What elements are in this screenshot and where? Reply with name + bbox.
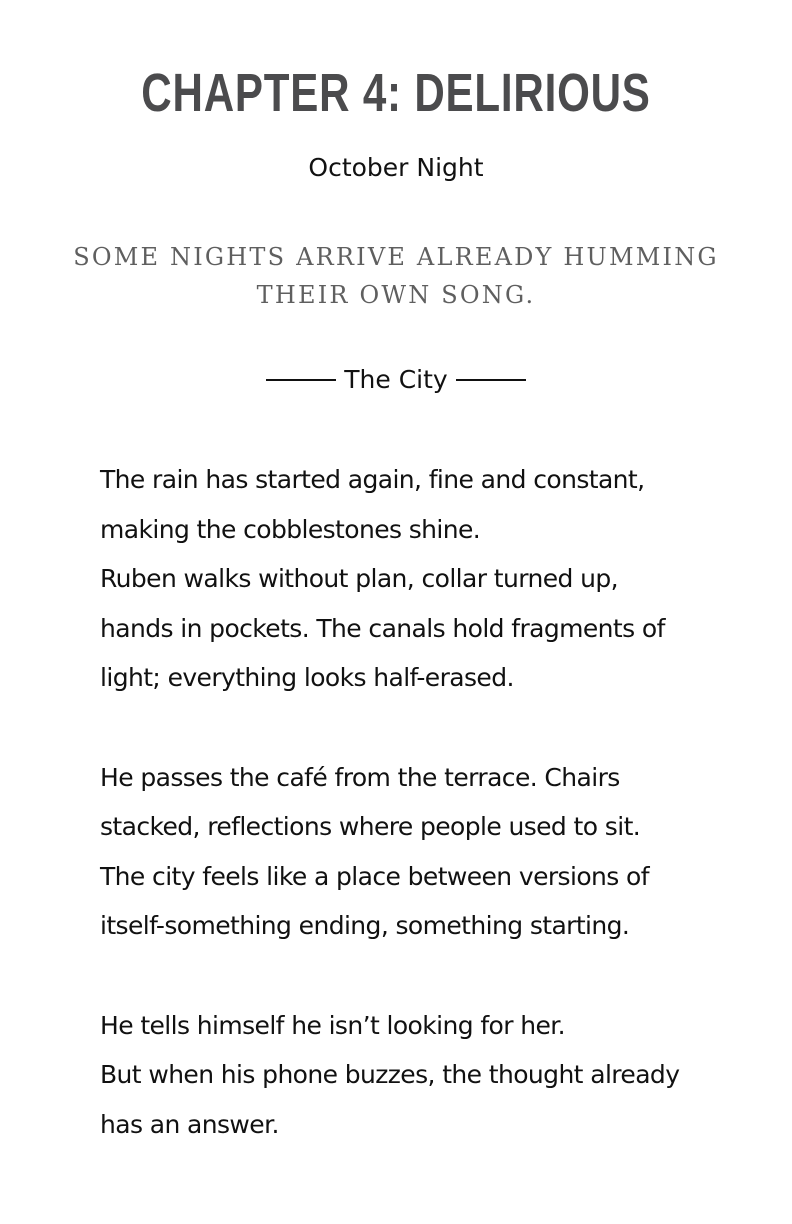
text-line: He passes the café from the terrace. Chairs: [100, 762, 620, 792]
text-line: itself-something ending, something starting.: [100, 911, 630, 941]
text-line: stacked, reflections where people used to sit.: [100, 812, 641, 842]
text-line: hands in pockets. The canals hold fragments of: [100, 613, 665, 643]
text-line: making the cobblestones shine.: [100, 514, 481, 544]
right-rule-divider: [456, 379, 526, 381]
chapter-body: [100, 455, 740, 1199]
chapter-epigraph: SOME NIGHTS ARRIVE ALREADY HUMMING THEIR OWN SONG.: [73, 243, 719, 309]
text-line: But when his phone buzzes, the thought already: [100, 1060, 680, 1090]
paragraph: [100, 1001, 740, 1150]
text-line: The city feels like a place between versions of: [100, 861, 649, 891]
section-heading: [0, 362, 792, 398]
left-rule-divider: [266, 379, 336, 381]
chapter-title: CHAPTER 4: DELIRIOUS: [141, 63, 651, 123]
paragraph: [100, 455, 740, 703]
section-heading-label: The City: [344, 365, 448, 394]
text-line: Ruben walks without plan, collar turned up,: [100, 564, 618, 594]
text-line: The rain has started again, fine and constant,: [100, 465, 645, 494]
text-line: He tells himself he isn’t looking for her.: [100, 1010, 565, 1040]
chapter-subtitle: October Night: [308, 153, 484, 182]
text-line: has an answer.: [100, 1109, 279, 1139]
paragraph: [100, 753, 740, 951]
text-line: light; everything looks half-erased.: [100, 663, 514, 693]
